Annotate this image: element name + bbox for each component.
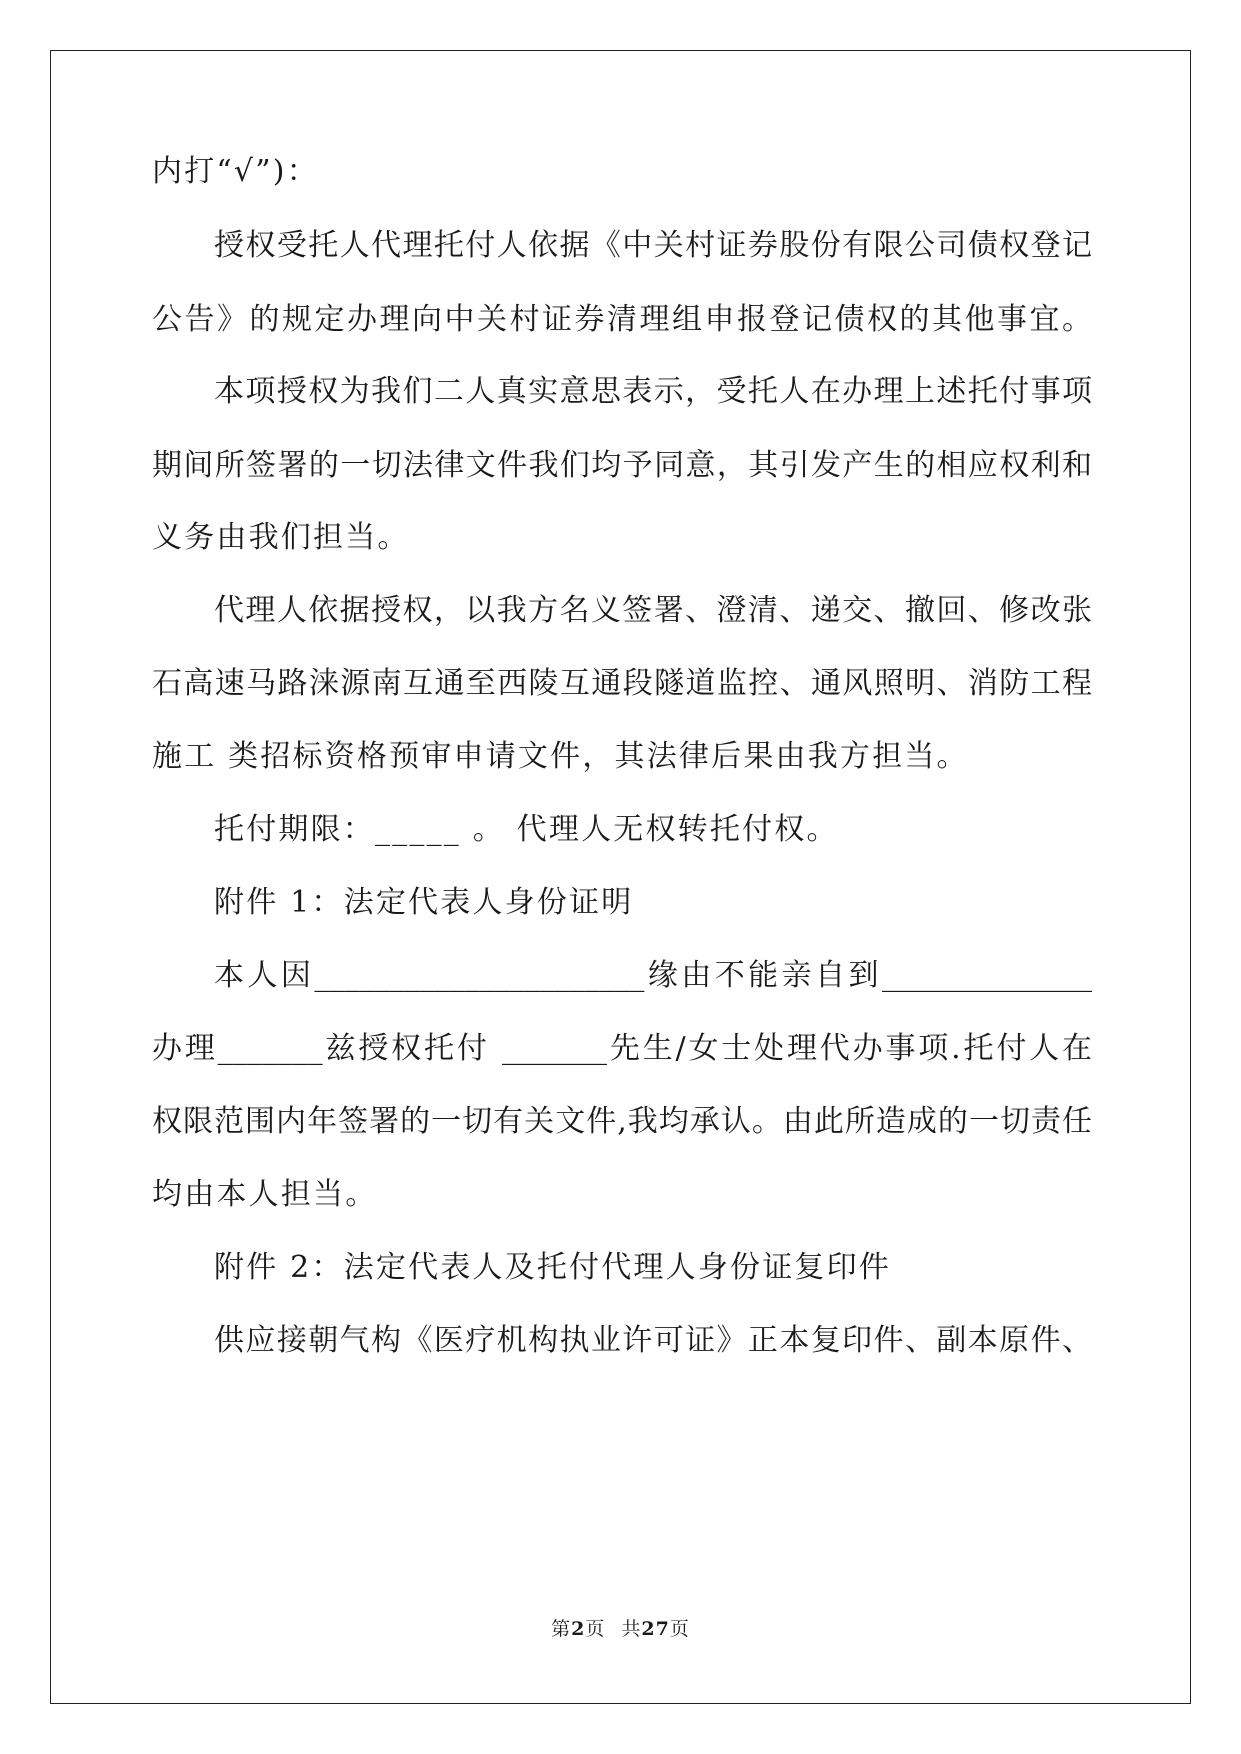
current-page-number: 2 — [571, 1618, 586, 1640]
footer-page-unit: 页 — [585, 1618, 606, 1640]
text-line: 本人因______________________缘由不能亲自到______________ — [214, 958, 1092, 993]
footer-prefix: 第 — [551, 1618, 572, 1640]
text-line: 附件 2：法定代表人及托付代理人身份证复印件 — [214, 1250, 892, 1285]
text-line: 施工 类招标资格预审申请文件，其法律后果由我方担当。 — [152, 739, 969, 774]
text-line: 义务由我们担当。 — [152, 520, 410, 555]
total-page-count: 27 — [641, 1618, 670, 1640]
footer-total-prefix: 共 — [621, 1618, 642, 1640]
text-line: 均由本人担当。 — [152, 1177, 378, 1212]
page-frame — [50, 50, 1191, 1704]
text-line: 托付期限：_____ 。 代理人无权转托付权。 — [214, 812, 839, 847]
page-number-footer — [0, 1617, 1241, 1641]
text-line: 供应接朝气构《医疗机构执业许可证》正本复印件、副本原件、 — [214, 1323, 1092, 1358]
text-line: 代理人依据授权，以我方名义签署、澄清、递交、撤回、修改张 — [214, 593, 1092, 628]
text-line: 石高速马路涞源南互通至西陵互通段隧道监控、通风照明、消防工程 — [152, 666, 1092, 701]
text-line: 附件 1：法定代表人身份证明 — [214, 885, 634, 920]
text-line: 内打“√”)： — [152, 154, 319, 189]
text-line: 期间所签署的一切法律文件我们均予同意，其引发产生的相应权利和 — [152, 448, 1092, 483]
text-line: 授权受托人代理托付人依据《中关村证券股份有限公司债权登记 — [214, 228, 1092, 263]
text-line: 权限范围内年签署的一切有关文件,我均承认。由此所造成的一切责任 — [152, 1104, 1092, 1139]
text-line: 办理_______兹授权托付 _______先生/女士处理代办事项.托付人在 — [152, 1031, 1092, 1066]
text-line: 本项授权为我们二人真实意思表示，受托人在办理上述托付事项 — [214, 374, 1092, 409]
text-line: 公告》的规定办理向中关村证券清理组申报登记债权的其他事宜。 — [152, 302, 1092, 337]
footer-total-unit: 页 — [669, 1618, 690, 1640]
